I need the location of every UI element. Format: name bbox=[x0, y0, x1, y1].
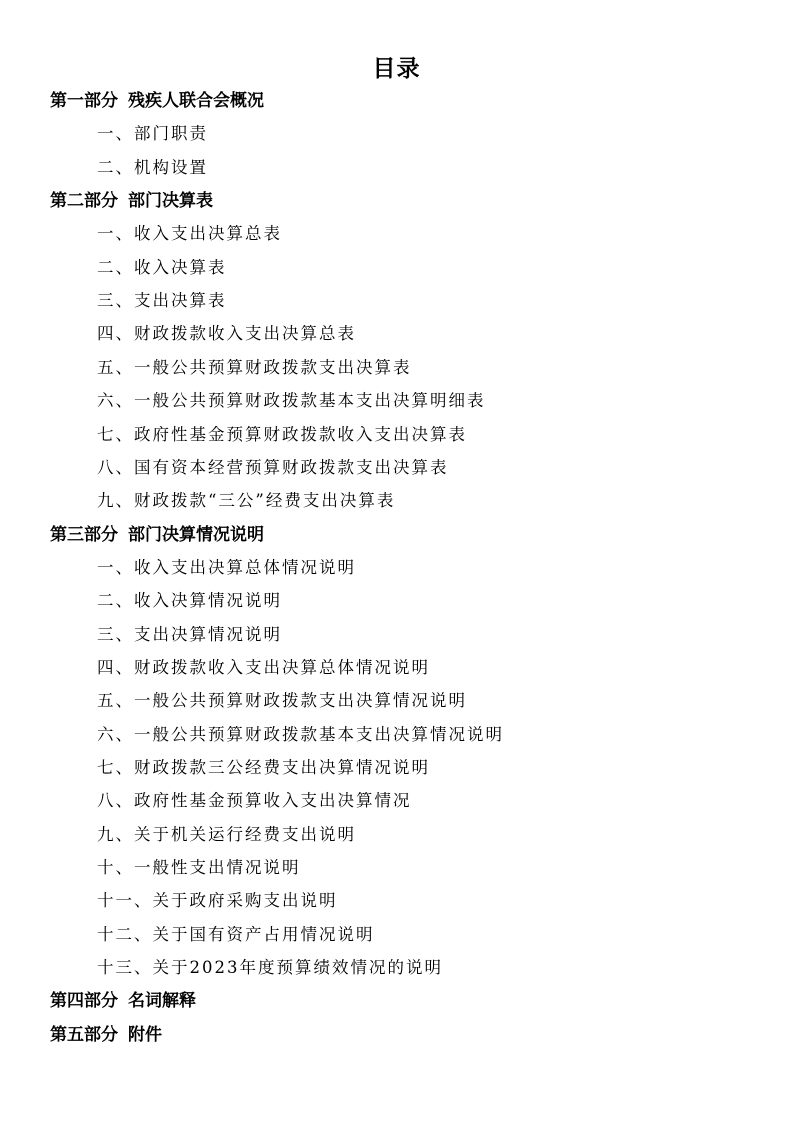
toc-item[interactable] bbox=[97, 886, 338, 916]
toc-item-title: 五、一般公共预算财政拨款支出决算情况说明 bbox=[97, 691, 467, 711]
toc-part-title: 部门决算情况说明 bbox=[128, 524, 264, 545]
toc-item[interactable] bbox=[97, 820, 356, 850]
toc-item[interactable] bbox=[97, 720, 504, 750]
toc-item[interactable] bbox=[97, 486, 395, 516]
toc-part-heading[interactable] bbox=[50, 186, 213, 216]
toc-item[interactable] bbox=[97, 753, 430, 783]
toc-part-heading[interactable] bbox=[50, 1020, 162, 1050]
toc-item-title: 二、收入决算情况说明 bbox=[97, 591, 282, 611]
toc-item[interactable] bbox=[97, 353, 412, 383]
toc-item-title: 五、一般公共预算财政拨款支出决算表 bbox=[97, 357, 412, 377]
toc-item[interactable] bbox=[97, 219, 282, 249]
toc-item[interactable] bbox=[97, 686, 467, 716]
toc-item-title: 十、一般性支出情况说明 bbox=[97, 858, 301, 878]
toc-item-title: 十三、关于2023年度预算绩效情况的说明 bbox=[97, 958, 443, 978]
toc-item-title: 八、政府性基金预算收入支出决算情况 bbox=[97, 791, 412, 811]
toc-item[interactable] bbox=[97, 853, 301, 883]
toc-item[interactable] bbox=[97, 953, 443, 983]
toc-item[interactable] bbox=[97, 253, 227, 283]
toc-item-title: 九、关于机关运行经费支出说明 bbox=[97, 824, 356, 844]
toc-item[interactable] bbox=[97, 553, 356, 583]
toc-part-number: 第五部分 bbox=[50, 1024, 118, 1045]
toc-item[interactable] bbox=[97, 920, 375, 950]
toc-part-heading[interactable] bbox=[50, 520, 264, 550]
toc-item-title: 一、收入支出决算总体情况说明 bbox=[97, 557, 356, 577]
toc-part-number: 第二部分 bbox=[50, 191, 118, 212]
toc-item-title: 三、支出决算情况说明 bbox=[97, 624, 282, 644]
toc-item[interactable] bbox=[97, 453, 449, 483]
toc-part-number: 第三部分 bbox=[50, 524, 118, 545]
toc-item-title: 九、财政拨款“三公”经费支出决算表 bbox=[97, 491, 396, 511]
toc-item-title: 二、收入决算表 bbox=[97, 257, 227, 277]
toc-item-title: 六、一般公共预算财政拨款基本支出决算情况说明 bbox=[97, 724, 504, 744]
toc-item[interactable] bbox=[97, 786, 412, 816]
toc-part-heading[interactable] bbox=[50, 86, 264, 116]
toc-item[interactable] bbox=[97, 653, 430, 683]
toc-item-title: 十一、关于政府采购支出说明 bbox=[97, 891, 338, 911]
toc-item-title: 四、财政拨款收入支出决算总表 bbox=[97, 324, 356, 344]
toc-item-title: 八、国有资本经营预算财政拨款支出决算表 bbox=[97, 457, 449, 477]
toc-item-title: 二、机构设置 bbox=[97, 157, 208, 177]
toc-item[interactable] bbox=[97, 286, 227, 316]
toc-item[interactable] bbox=[97, 420, 467, 450]
toc-item-title: 六、一般公共预算财政拨款基本支出决算明细表 bbox=[97, 391, 486, 411]
toc-part-title: 附件 bbox=[128, 1024, 162, 1045]
toc-item-title: 七、政府性基金预算财政拨款收入支出决算表 bbox=[97, 424, 467, 444]
toc-part-title: 残疾人联合会概况 bbox=[128, 91, 264, 111]
toc-item-title: 七、财政拨款三公经费支出决算情况说明 bbox=[97, 758, 430, 777]
toc-part-title: 名词解释 bbox=[128, 991, 196, 1012]
toc-item[interactable] bbox=[97, 319, 356, 349]
toc-part-number: 第四部分 bbox=[50, 991, 118, 1012]
toc-item-title: 四、财政拨款收入支出决算总体情况说明 bbox=[97, 657, 430, 677]
toc-item[interactable] bbox=[97, 586, 282, 616]
toc-item[interactable] bbox=[97, 620, 282, 650]
toc-item-title: 一、收入支出决算总表 bbox=[97, 224, 282, 244]
toc-part-number: 第一部分 bbox=[50, 91, 118, 111]
page-title: 目录 bbox=[372, 56, 421, 82]
toc-item-title: 十二、关于国有资产占用情况说明 bbox=[97, 924, 375, 944]
toc-item-title: 一、部门职责 bbox=[97, 124, 208, 144]
toc-part-title: 部门决算表 bbox=[128, 191, 213, 212]
toc-item-title: 三、支出决算表 bbox=[97, 291, 227, 311]
toc-item[interactable] bbox=[97, 153, 208, 183]
toc-item[interactable] bbox=[97, 386, 486, 416]
toc-item[interactable] bbox=[97, 119, 208, 149]
toc-part-heading[interactable] bbox=[50, 986, 196, 1016]
